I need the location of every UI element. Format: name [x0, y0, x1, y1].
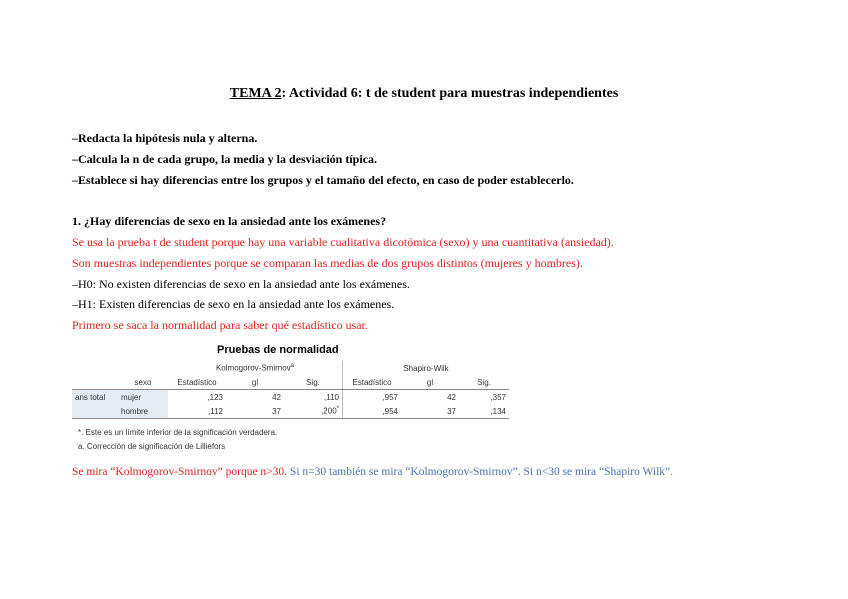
col-header: gl — [401, 375, 459, 390]
group-label: hombre — [118, 404, 168, 419]
title-activity: : Actividad 6: t de student para muestras independientes — [281, 86, 619, 101]
table-footnote-1: *. Este es un límite inferior de la significación verdadera. — [78, 428, 278, 437]
col-header: gl — [226, 375, 284, 390]
table-cell: ,110 — [324, 392, 339, 402]
instruction-2: –Calcula la n de cada grupo, la media y la desviación típica. — [72, 152, 378, 166]
reason-line-1: Se usa la prueba t de student porque hay una variable cualitativa dicotómica (sexo) y una cuantitativa (ansiedad). — [72, 235, 614, 249]
reason-line-2: Son muestras independientes porque se comparan las medias de dos grupos distintos (mujeres y hombres). — [72, 256, 583, 270]
table-cell: ,957 — [343, 390, 402, 405]
table-cell: 37 — [226, 404, 284, 419]
variable-label: ans total — [72, 390, 118, 419]
row-header-sexo: sexo — [118, 375, 168, 390]
instruction-3: –Establece si hay diferencias entre los grupos y el tamaño del efecto, en caso de poder establecerlo. — [72, 173, 574, 187]
col-header: Sig. — [284, 375, 343, 390]
group-label: mujer — [118, 390, 168, 405]
table-cell: ,357 — [490, 392, 506, 402]
alternative-hypothesis: –H1: Existen diferencias de sexo en la ansiedad ante los exámenes. — [72, 297, 395, 311]
conclusion-red: Se mira “Kolmogorov-Smirnov” porque n>30. — [72, 466, 288, 478]
instruction-1: –Redacta la hipótesis nula y alterna. — [72, 131, 258, 145]
question-heading: 1. ¿Hay diferencias de sexo en la ansiedad ante los exámenes? — [72, 214, 387, 228]
conclusion — [72, 466, 673, 478]
document-title — [0, 86, 848, 102]
table-cell: ,954 — [343, 404, 402, 419]
table-cell: 42 — [272, 392, 281, 402]
col-header: Sig. — [459, 375, 509, 390]
table-cell: ,134 — [459, 404, 509, 419]
title-topic: TEMA 2 — [229, 86, 282, 101]
table-row — [72, 390, 509, 405]
kolmogorov-smirnov-header: Kolmogorov-Smirnov$^a$ — [215, 363, 295, 373]
table-cell: 37 — [401, 404, 459, 419]
table-cell: ,123 — [207, 392, 223, 402]
shapiro-wilk-header: Shapiro-Wilk — [343, 361, 510, 375]
table-title: Pruebas de normalidad — [217, 344, 339, 356]
table-row — [72, 404, 509, 419]
table-footnote-2: a. Corrección de significación de Lilliefors — [78, 442, 226, 451]
conclusion-blue: Si n=30 también se mira “Kolmogorov-Smirnov”. Si n<30 se mira “Shapiro Wilk”. — [287, 466, 674, 478]
col-header: Estadístico — [168, 375, 226, 390]
null-hypothesis: –H0: No existen diferencias de sexo en la ansiedad ante los exámenes. — [72, 277, 410, 291]
table-cell: ,112 — [168, 404, 226, 419]
table-cell: ,200* — [284, 404, 343, 419]
normality-note: Primero se saca la normalidad para saber qué estadístico usar. — [72, 318, 368, 332]
col-header: Estadístico — [343, 375, 402, 390]
table-cell: 42 — [447, 392, 456, 402]
normality-table — [72, 361, 509, 419]
